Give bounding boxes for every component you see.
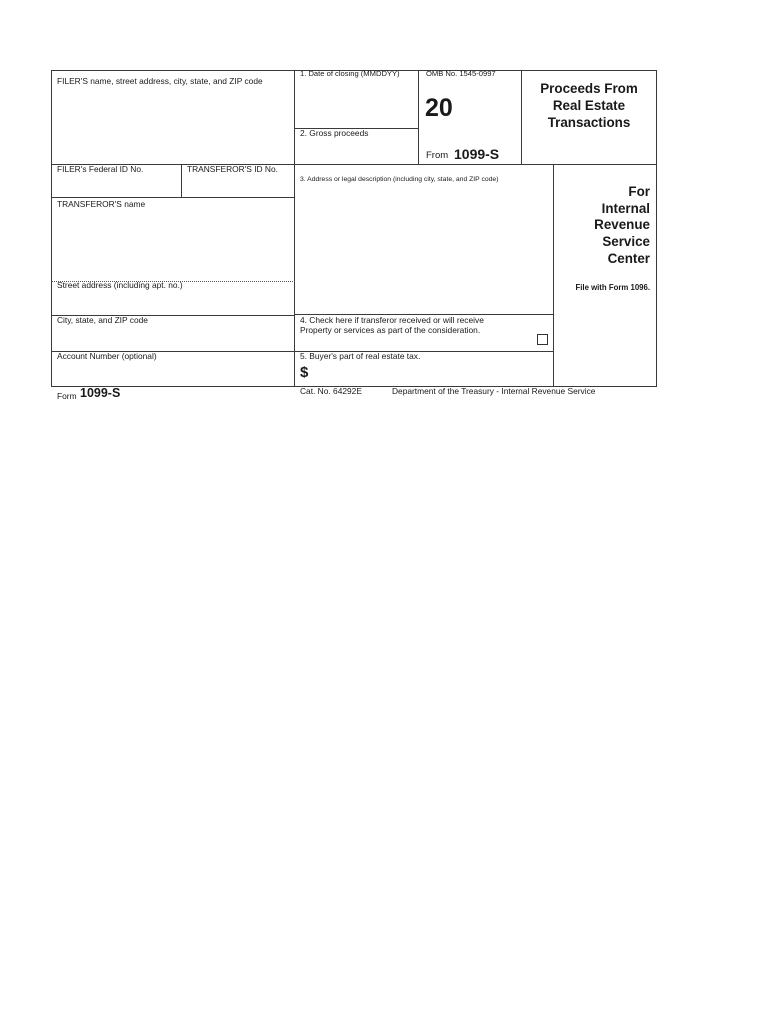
- city-state-zip-label: City, state, and ZIP code: [57, 315, 148, 325]
- transferor-name-label: TRANSFEROR'S name: [57, 199, 146, 209]
- street-address-label: Street address (including apt. no.): [57, 280, 183, 290]
- box4-label-line-2: Property or services as part of the consideration.: [300, 325, 481, 335]
- filer-name-label: FILER'S name, street address, city, state, and ZIP code: [57, 76, 263, 86]
- copy-line-4: Service: [602, 234, 650, 249]
- filer-federal-id-label: FILER's Federal ID No.: [57, 164, 144, 174]
- copy-line-2: Internal: [601, 201, 650, 216]
- box1-omb-divider: [418, 70, 419, 165]
- footer-form-word: Form: [57, 391, 77, 401]
- copy-line-1: For: [628, 184, 650, 199]
- filer-id-divider: [181, 164, 182, 198]
- file-with-note: File with Form 1096.: [575, 283, 650, 292]
- box3-label: 3. Address or legal description (including city, state, and ZIP code): [300, 176, 499, 183]
- footer-form-number: 1099-S: [80, 386, 121, 400]
- box1-label: 1. Date of closing (MMDDYY): [300, 69, 400, 78]
- account-number-label: Account Number (optional): [57, 351, 157, 361]
- form-title-line-2: Real Estate: [552, 98, 626, 113]
- department-label: Department of the Treasury - Internal Revenue Service: [392, 386, 596, 396]
- form-right-border: [656, 70, 657, 387]
- copy-line-5: Center: [607, 251, 650, 266]
- main-column-divider: [294, 70, 295, 387]
- box2-label: 2. Gross proceeds: [300, 128, 369, 138]
- form-number: 1099-S: [454, 146, 500, 162]
- form-left-border: [51, 70, 52, 387]
- dollar-sign: $: [300, 364, 309, 381]
- omb-number: OMB No. 1545-0997: [426, 69, 496, 78]
- box5-label: 5. Buyer's part of real estate tax.: [300, 351, 421, 361]
- from-label: From: [426, 150, 449, 161]
- box4-label-line-1: 4. Check here if transferor received or will receive: [300, 315, 484, 325]
- copy-line-3: Revenue: [594, 217, 650, 232]
- ids-name-divider: [51, 197, 295, 198]
- box4-checkbox[interactable]: [537, 334, 548, 345]
- transferor-id-label: TRANSFEROR'S ID No.: [187, 164, 278, 174]
- catalog-number: Cat. No. 64292E: [300, 386, 362, 396]
- form-title-line-1: Proceeds From: [540, 81, 638, 96]
- copy-column-divider: [553, 164, 554, 387]
- form-title-line-3: Transactions: [547, 115, 631, 130]
- tax-year: 20: [425, 94, 453, 122]
